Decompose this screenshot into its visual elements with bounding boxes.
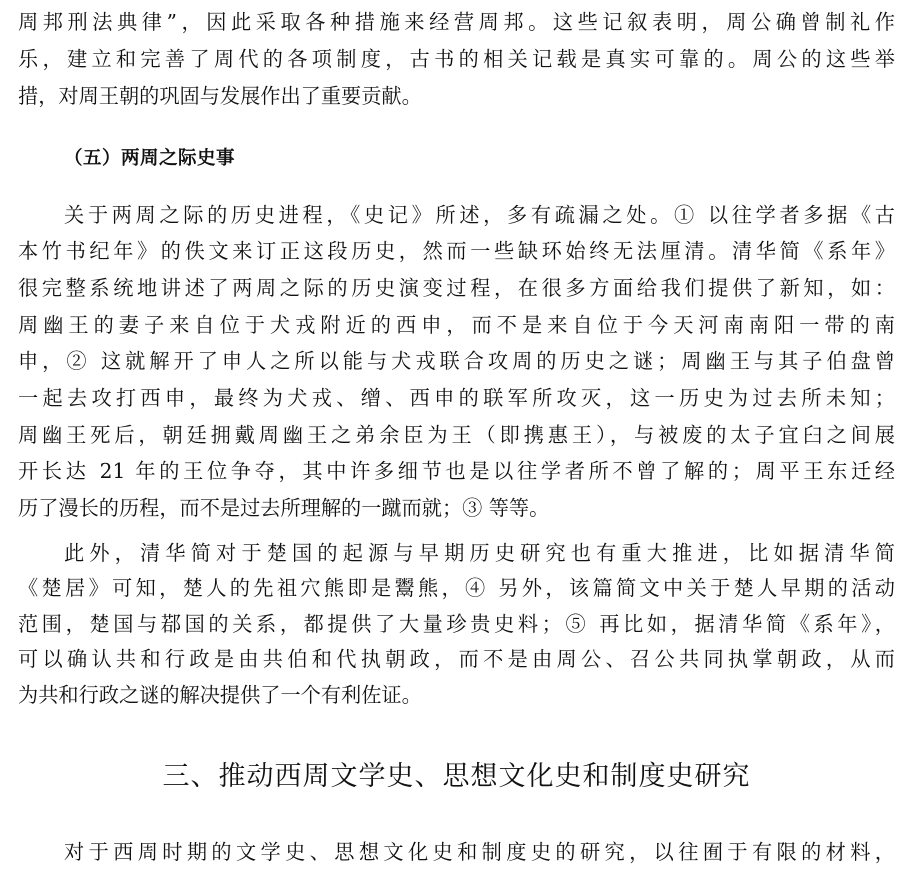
paragraph-2-line-4: 周幽王的妻子来自位于犬戎附近的西申，而不是来自位于今天河南南阳一带的南 bbox=[18, 313, 895, 337]
paragraph-3-line-5: 为共和行政之谜的解决提供了一个有利佐证。 bbox=[18, 683, 422, 707]
paragraph-3-line-1: 此外，清华简对于楚国的起源与早期历史研究也有重大推进，比如据清华简 bbox=[64, 541, 895, 565]
subsection-heading: （五）两周之际史事 bbox=[64, 148, 236, 169]
paragraph-2-line-2: 本竹书纪年》的佚文来订正这段历史，然而一些缺环始终无法厘清。清华简《系年》 bbox=[18, 239, 895, 263]
paragraph-1-line-2: 乐，建立和完善了周代的各项制度，古书的相关记载是真实可靠的。周公的这些举 bbox=[18, 47, 895, 71]
paragraph-3-line-3: 范围，楚国与鄀国的关系，都提供了大量珍贵史料；⑤ 再比如，据清华简《系年》， bbox=[18, 612, 895, 636]
paragraph-3-line-2: 《楚居》可知，楚人的先祖穴熊即是鬻熊，④ 另外，该篇简文中关于楚人早期的活动 bbox=[18, 576, 895, 600]
paragraph-1-line-1: 周邦刑法典律”，因此采取各种措施来经营周邦。这些记叙表明，周公确曾制礼作 bbox=[18, 10, 895, 34]
paragraph-2-line-6: 一起去攻打西申，最终为犬戎、缯、西申的联军所攻灭，这一历史为过去所未知； bbox=[18, 386, 895, 410]
section-title: 三、推动西周文学史、思想文化史和制度史研究 bbox=[162, 761, 751, 792]
paragraph-2-line-1: 关于两周之际的历史进程，《史记》所述，多有疏漏之处。① 以往学者多据《古 bbox=[64, 203, 895, 227]
paragraph-1-line-3: 措，对周王朝的巩固与发展作出了重要贡献。 bbox=[18, 84, 422, 108]
paragraph-4-line-1: 对于西周时期的文学史、思想文化史和制度史的研究，以往囿于有限的材料， bbox=[64, 840, 895, 864]
paragraph-2-line-5: 申，② 这就解开了申人之所以能与犬戎联合攻周的历史之谜；周幽王与其子伯盘曾 bbox=[18, 349, 895, 373]
paragraph-2-line-8: 开长达 21 年的王位争夺，其中许多细节也是以往学者所不曾了解的；周平王东迁经 bbox=[18, 459, 895, 483]
paragraph-3-line-4: 可以确认共和行政是由共伯和代执朝政，而不是由周公、召公共同执掌朝政，从而 bbox=[18, 647, 895, 671]
paragraph-2-line-3: 很完整系统地讲述了两周之际的历史演变过程，在很多方面给我们提供了新知，如： bbox=[18, 276, 895, 300]
paragraph-2-line-9: 历了漫长的历程，而不是过去所理解的一蹴而就；③ 等等。 bbox=[18, 496, 550, 520]
paragraph-2-line-7: 周幽王死后，朝廷拥戴周幽王之弟余臣为王（即携惠王），与被废的太子宜臼之间展 bbox=[18, 423, 895, 447]
